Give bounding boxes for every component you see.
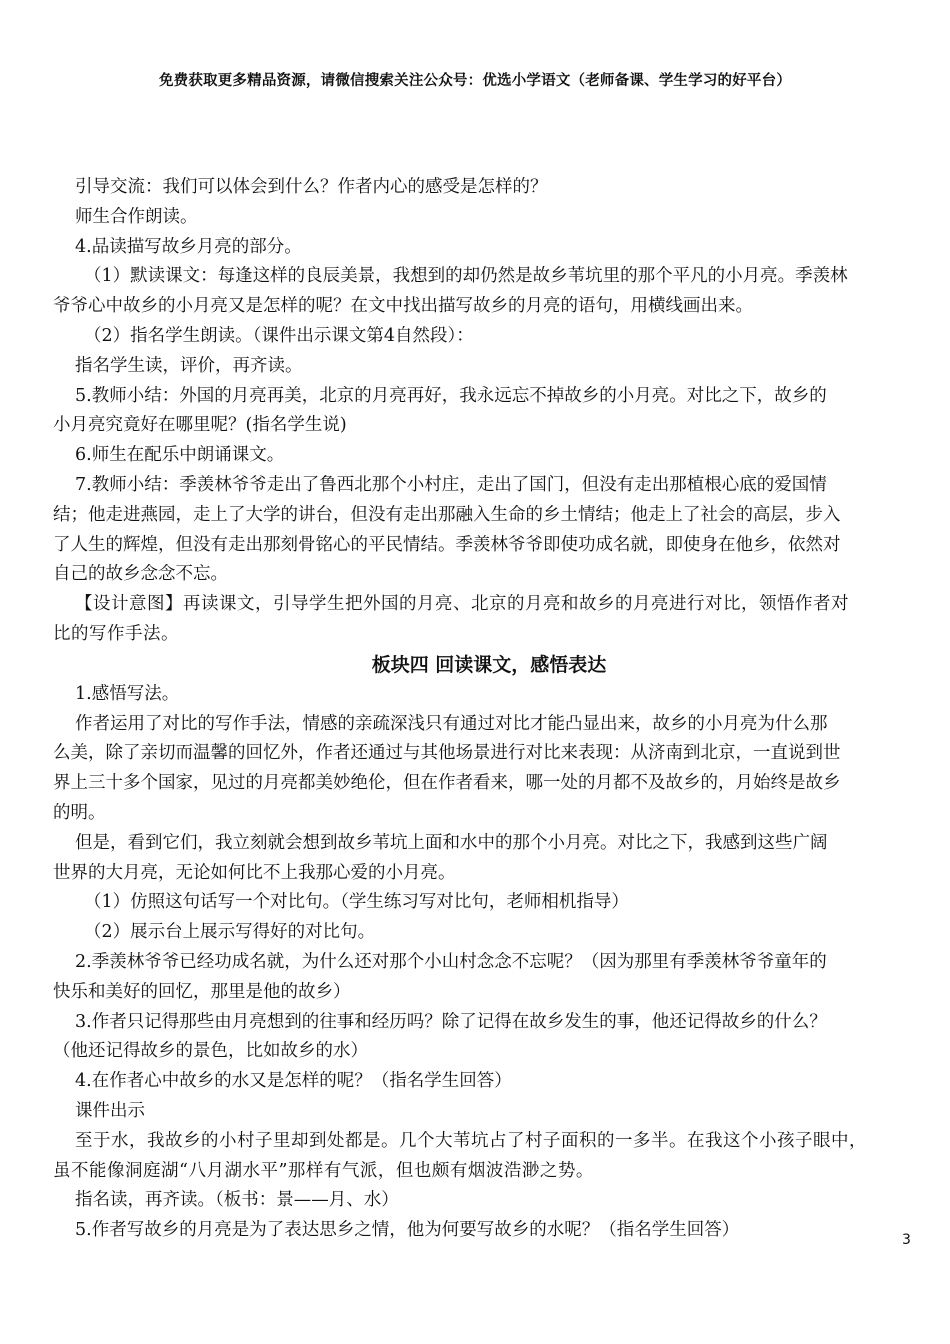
paragraph <box>53 471 903 590</box>
text-line: 3.作者只记得那些由月亮想到的往事和经历吗？除了记得在故乡发生的事，他还记得故乡的什么？ <box>75 1011 827 1032</box>
text-line: 虽不能像洞庭湖“八月湖水平”那样有气派，但也颇有烟波浩渺之势。 <box>53 1160 594 1181</box>
text-line: （2）展示台上展示写得好的对比句。 <box>84 922 376 943</box>
text-line: 引导交流：我们可以体会到什么？作者内心的感受是怎样的？ <box>75 177 548 197</box>
text-line: 课件出示 <box>75 1100 145 1121</box>
text-line: 4.在作者心中故乡的水又是怎样的呢？（指名学生回答） <box>75 1071 512 1092</box>
text-line: 至于水，我故乡的小村子里却到处都是。几个大苇坑占了村子面积的一多半。在我这个小孩子眼中， <box>75 1130 867 1151</box>
text-line: （他还记得故乡的景色，比如故乡的水） <box>53 1041 368 1062</box>
text-line: 界上三十多个国家，见过的月亮都美妙绝伦，但在作者看来，哪一处的月都不及故乡的，月始终是故乡 <box>53 773 841 794</box>
text-line: 的明。 <box>53 802 106 823</box>
text-line: （1）默读课文：每逢这样的良辰美景，我想到的却仍然是故乡苇坑里的那个平凡的小月亮。季羡林 <box>84 266 848 287</box>
text-line: 4.品读描写故乡月亮的部分。 <box>75 236 302 257</box>
text-line: 1.感悟写法。 <box>75 683 180 704</box>
text-line: （2）指名学生朗读。（课件出示课文第4自然段）： <box>84 325 474 346</box>
text-line: 师生合作朗读。 <box>75 206 198 227</box>
text-line: 5.教师小结：外国的月亮再美，北京的月亮再好，我永远忘不掉故乡的小月亮。对比之下，故乡的 <box>75 385 827 406</box>
paragraph <box>53 829 903 889</box>
text-line: 么美，除了亲切而温馨的回忆外，作者还通过与其他场景进行对比来表现：从济南到北京，一直说到世 <box>53 743 841 764</box>
text-line: 比的写作手法。 <box>53 623 179 644</box>
design-intent-paragraph <box>53 590 903 650</box>
paragraph <box>53 262 903 322</box>
page-number: 3 <box>902 1232 911 1248</box>
text-line: 快乐和美好的回忆，那里是他的故乡） <box>53 981 351 1002</box>
text-line: 小月亮究竟好在哪里呢？(指名学生说) <box>53 415 347 436</box>
text-line: 指名学生读，评价，再齐读。 <box>75 355 303 376</box>
text-line: 【设计意图】再读课文，引导学生把外国的月亮、北京的月亮和故乡的月亮进行对比，领悟作者对 <box>75 594 849 615</box>
text-line: 作者运用了对比的写作手法，情感的亲疏深浅只有通过对比才能凸显出来，故乡的小月亮为什么那 <box>75 713 828 734</box>
text-line: 7.教师小结：季羡林爷爷走出了鲁西北那个小村庄，走出了国门，但没有走出那植根心底的爱国情 <box>75 474 827 495</box>
text-line: 但是，看到它们，我立刻就会想到故乡苇坑上面和水中的那个小月亮。对比之下，我感到这些广阔 <box>75 832 828 853</box>
text-line: 世界的大月亮，无论如何比不上我那心爱的小月亮。 <box>53 862 456 883</box>
paragraph <box>53 710 903 829</box>
text-line: 指名读，再齐读。（板书：景——月、水） <box>75 1190 399 1211</box>
text-line: 6.师生在配乐中朗诵课文。 <box>75 445 285 466</box>
text-line: 5.作者写故乡的月亮是为了表达思乡之情，他为何要写故乡的水呢？（指名学生回答） <box>75 1220 740 1241</box>
quoted-excerpt <box>53 1127 903 1187</box>
text-line: 自己的故乡念念不忘。 <box>53 564 228 585</box>
text-line: （1）仿照这句话写一个对比句。（学生练习写对比句，老师相机指导） <box>84 892 629 913</box>
section-heading: 板块四 回读课文，感悟表达 <box>371 653 607 676</box>
paragraph <box>53 382 903 442</box>
text-line: 了人生的辉煌，但没有走出那刻骨铭心的平民情结。季羡林爷爷即使功成名就，即使身在他乡，依然对 <box>53 534 841 555</box>
text-line: 爷爷心中故乡的小月亮又是怎样的呢？在文中找出描写故乡的月亮的语句，用横线画出来。 <box>53 296 753 317</box>
text-line: 结；他走进燕园，走上了大学的讲台，但没有走出那融入生命的乡土情结；他走上了社会的高层，步入 <box>53 504 841 525</box>
paragraph <box>53 1008 903 1068</box>
lesson-body <box>53 173 903 1246</box>
paragraph <box>53 948 903 1008</box>
page-header-banner: 免费获取更多精品资源，请微信搜索关注公众号：优选小学语文（老师备课、学生学习的好平台） <box>158 73 792 89</box>
text-line: 2.季羡林爷爷已经功成名就，为什么还对那个小山村念念不忘呢？（因为那里有季羡林爷爷童年的 <box>75 951 827 972</box>
